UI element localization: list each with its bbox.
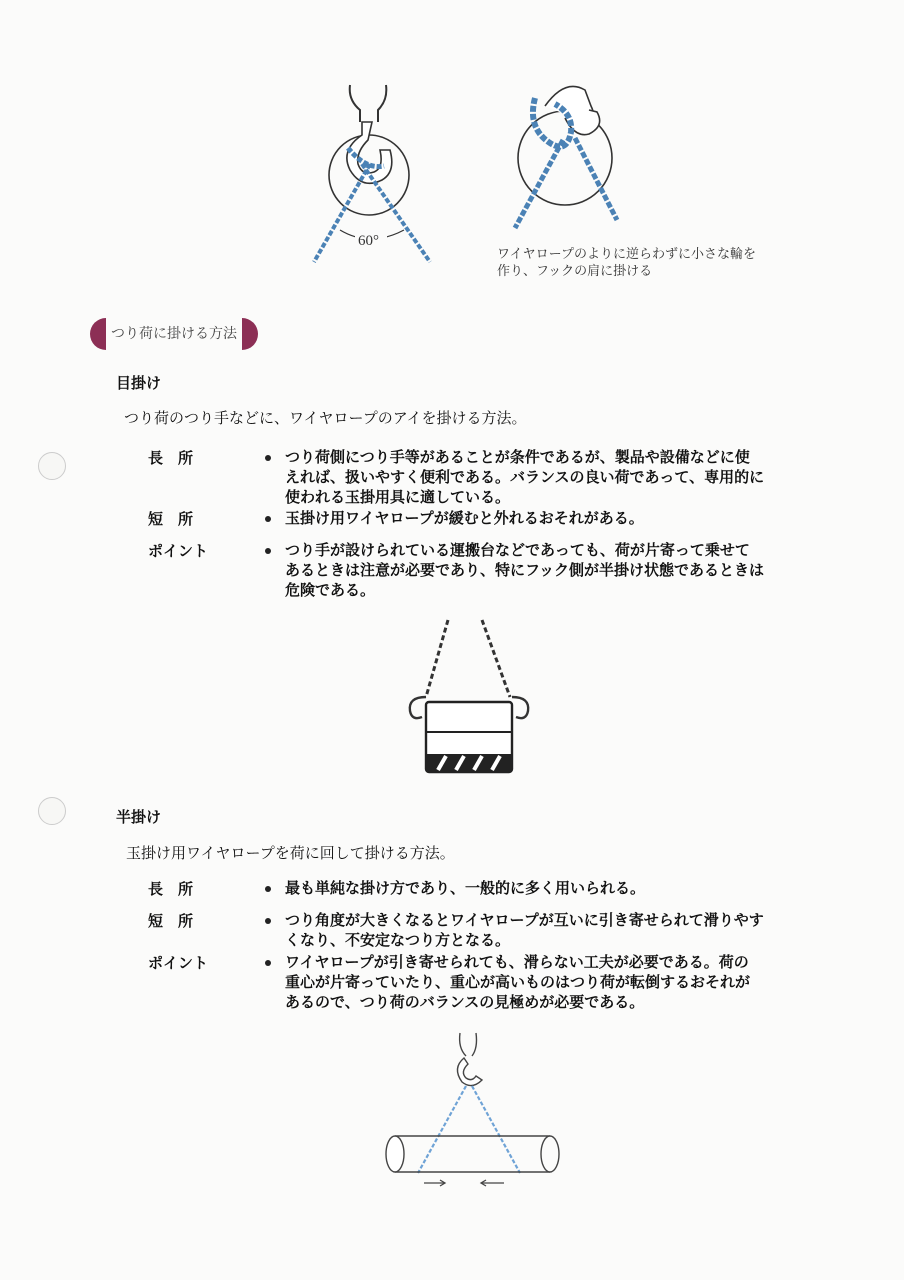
item-term: 短 所 bbox=[148, 510, 194, 528]
basket-hitch-cylinder-illustration bbox=[380, 1028, 570, 1193]
item-description bbox=[285, 878, 825, 898]
desc-line: 使われる玉掛用具に適している。 bbox=[285, 488, 511, 506]
badge-cap-left bbox=[90, 318, 106, 350]
desc-line: つり荷側につり手等があることが条件であるが、製品や設備などに使 bbox=[285, 448, 750, 466]
hook-angle-illustration bbox=[300, 80, 450, 270]
item-description bbox=[285, 952, 825, 1012]
desc-line: くなり、不安定なつり方となる。 bbox=[285, 931, 511, 949]
bullet-dot bbox=[265, 516, 271, 522]
desc-line: あるので、つり荷のバランスの見極めが必要である。 bbox=[285, 993, 645, 1011]
desc-line: 危険である。 bbox=[285, 581, 376, 599]
figure-caption bbox=[497, 246, 756, 280]
section-badge bbox=[90, 318, 258, 350]
desc-line: あるときは注意が必要であり、特にフック側が半掛け状態であるときは bbox=[285, 561, 764, 579]
desc-line: つり角度が大きくなるとワイヤロープが互いに引き寄せられて滑りやす bbox=[285, 911, 764, 929]
punch-hole bbox=[38, 797, 66, 825]
desc-line: ワイヤロープが引き寄せられても、滑らない工夫が必要である。荷の bbox=[285, 953, 749, 971]
desc-line: えれば、扱いやすく便利である。バランスの良い荷であって、専用的に bbox=[285, 468, 765, 486]
item-description bbox=[285, 447, 825, 507]
bullet-dot bbox=[265, 455, 271, 461]
item-term: 長 所 bbox=[148, 880, 194, 898]
item-term: ポイント bbox=[148, 542, 209, 560]
bullet-dot bbox=[265, 960, 271, 966]
desc-line: 最も単純な掛け方であり、一般的に多く用いられる。 bbox=[285, 879, 646, 897]
item-term: 長 所 bbox=[148, 449, 194, 467]
eye-hitch-box-illustration bbox=[400, 615, 540, 780]
badge-cap-right bbox=[242, 318, 258, 350]
section-title: つり荷に掛ける方法 bbox=[106, 318, 242, 350]
bullet-dot bbox=[265, 548, 271, 554]
bullet-dot bbox=[265, 886, 271, 892]
method-lead-hankake: 玉掛け用ワイヤロープを荷に回して掛ける方法。 bbox=[126, 844, 455, 862]
method-heading-mekake: 目掛け bbox=[116, 374, 162, 392]
method-heading-hankake: 半掛け bbox=[116, 808, 162, 826]
caption-line: 作り、フックの肩に掛ける bbox=[497, 264, 653, 279]
item-term: ポイント bbox=[148, 954, 209, 972]
item-term: 短 所 bbox=[148, 912, 194, 930]
item-description bbox=[285, 540, 825, 600]
item-description bbox=[285, 508, 825, 528]
method-lead-mekake: つり荷のつり手などに、ワイヤロープのアイを掛ける方法。 bbox=[124, 409, 527, 427]
punch-hole bbox=[38, 452, 66, 480]
hook-shoulder-loop-illustration bbox=[505, 78, 635, 238]
desc-line: つり手が設けられている運搬台などであっても、荷が片寄って乗せて bbox=[285, 541, 750, 559]
desc-line: 重心が片寄っていたり、重心が高いものはつり荷が転倒するおそれが bbox=[285, 973, 751, 991]
angle-label: 60° bbox=[358, 233, 379, 249]
caption-line: ワイヤロープのよりに逆らわずに小さな輪を bbox=[497, 247, 756, 262]
item-description bbox=[285, 910, 825, 950]
bullet-dot bbox=[265, 918, 271, 924]
desc-line: 玉掛け用ワイヤロープが緩むと外れるおそれがある。 bbox=[285, 509, 644, 527]
